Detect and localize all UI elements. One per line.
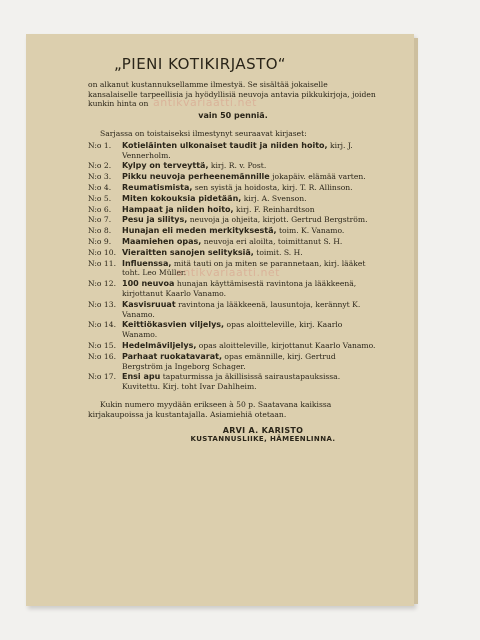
book-number: N:o 9. — [88, 236, 112, 246]
book-description: kirj. R. v. Post. — [210, 161, 267, 171]
book-number: N:o 13. — [88, 299, 116, 309]
book-entry — [122, 226, 378, 236]
book-title: Pikku neuvoja perheenemännille — [122, 172, 270, 182]
book-description: kirj. J. Vennerholm. — [122, 140, 353, 160]
book-entry — [122, 372, 378, 392]
book-description: neuvoja ja ohjeita, kirjott. Gertrud Bergström. — [189, 215, 368, 225]
book-number: N:o 5. — [88, 193, 112, 203]
book-list-item — [88, 372, 378, 392]
book-list-item — [88, 215, 378, 225]
book-number: N:o 15. — [88, 340, 116, 350]
book-number: N:o 1. — [88, 140, 112, 150]
book-title: Reumatismista, — [122, 182, 193, 192]
book-list-item — [88, 161, 378, 171]
book-entry — [122, 161, 378, 171]
book-number: N:o 6. — [88, 204, 112, 214]
book-title: Kasvisruuat — [122, 299, 176, 309]
book-description: tapaturmissa ja äkillisissä sairaustapauksissa. Kuvitettu. Kirj. toht Ivar Dahlheim. — [122, 372, 341, 392]
book-description: toimit. S. H. — [256, 247, 303, 257]
book-number: N:o 7. — [88, 215, 112, 225]
book-list-item — [88, 205, 378, 215]
book-list-item — [88, 172, 378, 182]
book-title: Parhaat ruokatavarat, — [122, 351, 222, 361]
book-list-item — [88, 341, 378, 351]
book-description: kirj. A. Svenson. — [243, 193, 307, 203]
book-description: jokapäiv. elämää varten. — [272, 172, 366, 182]
book-description: opas emännille, kirj. Gertrud Bergström ja Ingeborg Schager. — [122, 351, 336, 371]
book-number: N:o 2. — [88, 161, 112, 171]
book-title: Influenssa, — [122, 258, 172, 268]
book-description: neuvoja eri aloilta, toimittanut S. H. — [203, 236, 343, 246]
book-list-item — [88, 226, 378, 236]
book-list-item — [88, 300, 378, 320]
book-number: N:o 16. — [88, 351, 116, 361]
book-list-item — [88, 237, 378, 247]
publisher-address: KUSTANNUSLIIKE, HÄMEENLINNA. — [190, 435, 336, 444]
book-entry — [122, 320, 378, 340]
book-entry — [122, 183, 378, 193]
book-number: N:o 17. — [88, 372, 116, 382]
book-title: Maamiehen opas, — [122, 236, 202, 246]
book-entry — [122, 352, 378, 372]
book-entry — [122, 341, 378, 351]
book-description: opas aloitteleville, kirj. Kaarlo Wanamo. — [122, 320, 343, 340]
book-description: ravintona ja lääkkeenä, lausuntoja, kerännyt K. Vanamo. — [122, 299, 361, 319]
book-description: mitä tauti on ja miten se parannetaan, kirj. lääket toht. Leo Müller. — [122, 258, 366, 278]
book-number: N:o 10. — [88, 247, 116, 257]
book-entry — [122, 248, 378, 258]
page-edge — [414, 38, 418, 604]
book-list-item — [88, 279, 378, 299]
book-title: Ensi apu — [122, 372, 161, 382]
book-number: N:o 4. — [88, 182, 112, 192]
book-description: toim. K. Vanamo. — [278, 226, 345, 236]
book-description: opas aloitteleville, kirjottanut Kaarlo Vanamo. — [198, 340, 376, 350]
book-number: N:o 14. — [88, 320, 116, 330]
book-number: N:o 12. — [88, 279, 116, 289]
book-description: hunajan käyttämisestä ravintona ja lääkkeenä, kirjottanut Kaarlo Vanamo. — [122, 279, 357, 298]
publisher-name: ARVI A. KARISTO — [222, 425, 304, 435]
book-title: Hunajan eli meden merkityksestä, — [122, 226, 277, 236]
watermark: antikvariaatti.net — [176, 266, 280, 279]
book-title: Keittiökasvien viljelys, — [122, 320, 225, 330]
book-number: N:o 11. — [88, 258, 116, 268]
book-entry — [122, 237, 378, 247]
book-entry — [122, 172, 378, 182]
book-entry — [122, 279, 378, 299]
book-title: Miten kokouksia pidetään, — [122, 193, 242, 203]
footer-text: Kukin numero myydään erikseen à 50 p. Saatavana kaikissa kirjakaupoissa ja kustantajalla. Asiamiehiä otetaan. — [88, 399, 332, 419]
book-number: N:o 3. — [88, 172, 112, 182]
book-title: Vieraitten sanojen selityksiä, — [122, 247, 254, 257]
book-entry — [122, 215, 378, 225]
book-entry — [122, 300, 378, 320]
book-description: sen syistä ja hoidosta, kirj. T. R. Allinson. — [194, 182, 353, 192]
book-title: 100 neuvoa — [122, 279, 175, 289]
book-title: Pesu ja silitys, — [122, 215, 188, 225]
book-list-item — [88, 183, 378, 193]
book-list-item — [88, 352, 378, 372]
book-entry — [122, 205, 378, 215]
book-list-item — [88, 194, 378, 204]
book-list-item — [88, 141, 378, 161]
book-entry — [122, 141, 378, 161]
list-intro: Sarjassa on toistaiseksi ilmestynyt seuraavat kirjaset: — [100, 128, 307, 138]
book-description: kirj. F. Reinhardtson — [236, 204, 315, 214]
book-number: N:o 8. — [88, 226, 112, 236]
book-list-item — [88, 320, 378, 340]
book-title: Kylpy on terveyttä, — [122, 161, 209, 171]
cover-content — [88, 55, 378, 445]
book-title: Kotieläinten ulkonaiset taudit ja niiden hoito, — [122, 140, 328, 150]
series-title: „PIENI KOTIKIRJASTO“ — [114, 55, 287, 73]
book-title: Hampaat ja niiden hoito, — [122, 204, 234, 214]
intro-text: on alkanut kustannuksellamme ilmestyä. Se sisältää jokaiselle kansalaiselle tarpeellisia ja hyödyllisiä neuvoja antavia pikkukirjoja, joiden kunkin hinta on — [88, 79, 376, 109]
book-list-item — [88, 248, 378, 258]
price-text: vain 50 penniä. — [198, 111, 268, 121]
book-title: Hedelmäviljelys, — [122, 340, 197, 350]
book-entry — [122, 194, 378, 204]
watermark: antikvariaatti.net — [153, 96, 257, 109]
